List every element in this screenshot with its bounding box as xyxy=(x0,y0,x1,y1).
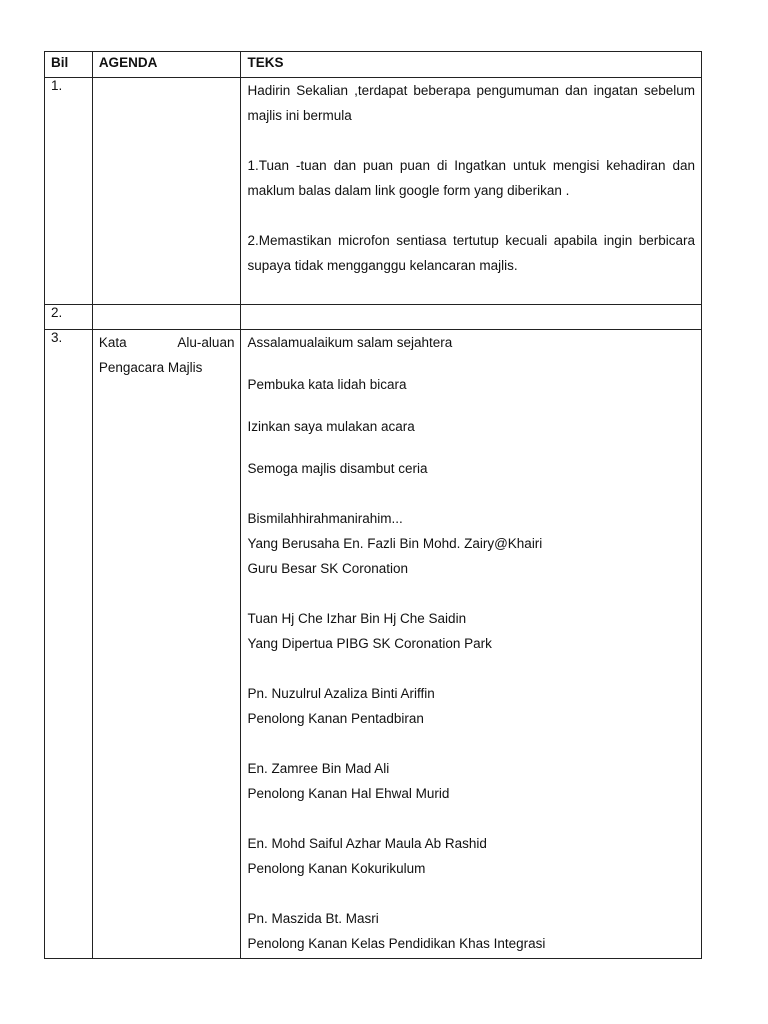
dignitary-title: Yang Dipertua PIBG SK Coronation Park xyxy=(247,636,492,651)
announcement-item: 1.Tuan -tuan dan puan puan di Ingatkan untuk mengisi kehadiran dan maklum balas dalam link google form yang diberikan . xyxy=(247,158,695,198)
agenda-title-line: Kata Alu-aluan xyxy=(98,335,235,350)
dignitary-title: Penolong Kanan Kelas Pendidikan Khas Integrasi xyxy=(247,936,546,951)
dignitary-name: Pn. Maszida Bt. Masri xyxy=(247,911,379,926)
agenda-cell xyxy=(92,330,241,959)
dignitary-name: Pn. Nuzulrul Azaliza Binti Ariffin xyxy=(247,686,435,701)
dignitary xyxy=(247,831,695,881)
dignitary-name: En. Zamree Bin Mad Ali xyxy=(247,761,390,776)
row-number: 3. xyxy=(45,330,93,959)
dignitary-name: Yang Berusaha En. Fazli Bin Mohd. Zairy@Khairi xyxy=(247,536,543,551)
teks-cell xyxy=(241,330,702,959)
header-bil: Bil xyxy=(45,52,93,78)
opening-line: Bismilahhirahmanirahim... xyxy=(247,511,403,526)
announcement-item: 2.Memastikan microfon sentiasa tertutup kecuali apabila ingin berbicara supaya tidak mengganggu kelancaran majlis. xyxy=(247,233,695,273)
dignitary xyxy=(247,906,695,956)
header-agenda: AGENDA xyxy=(92,52,241,78)
agenda-cell xyxy=(92,305,241,330)
dignitary xyxy=(247,681,695,731)
dignitary-name: En. Mohd Saiful Azhar Maula Ab Rashid xyxy=(247,836,487,851)
announcement-intro: Hadirin Sekalian ,terdapat beberapa pengumuman dan ingatan sebelum majlis ini bermula xyxy=(247,83,695,123)
table-row xyxy=(45,305,702,330)
teks-cell xyxy=(241,78,702,305)
dignitary xyxy=(247,756,695,806)
table-header-row xyxy=(45,52,702,78)
teks-cell xyxy=(241,305,702,330)
header-teks: TEKS xyxy=(241,52,702,78)
dignitary xyxy=(247,531,695,581)
dignitary-name: Tuan Hj Che Izhar Bin Hj Che Saidin xyxy=(247,611,467,626)
table-row xyxy=(45,330,702,959)
agenda-table xyxy=(44,51,702,959)
table-row xyxy=(45,78,702,305)
row-number: 2. xyxy=(45,305,93,330)
row-number: 1. xyxy=(45,78,93,305)
dignitary-title: Guru Besar SK Coronation xyxy=(247,561,409,576)
dignitary-title: Penolong Kanan Kokurikulum xyxy=(247,861,426,876)
greeting-line: Izinkan saya mulakan acara xyxy=(247,419,415,434)
dignitary-title: Penolong Kanan Pentadbiran xyxy=(247,711,424,726)
agenda-title-line: Pengacara Majlis xyxy=(98,360,203,375)
agenda-cell xyxy=(92,78,241,305)
greeting-line: Pembuka kata lidah bicara xyxy=(247,377,407,392)
dignitary-title: Penolong Kanan Hal Ehwal Murid xyxy=(247,786,450,801)
dignitary xyxy=(247,606,695,656)
greeting-line: Semoga majlis disambut ceria xyxy=(247,461,428,476)
greeting-line: Assalamualaikum salam sejahtera xyxy=(247,335,453,350)
